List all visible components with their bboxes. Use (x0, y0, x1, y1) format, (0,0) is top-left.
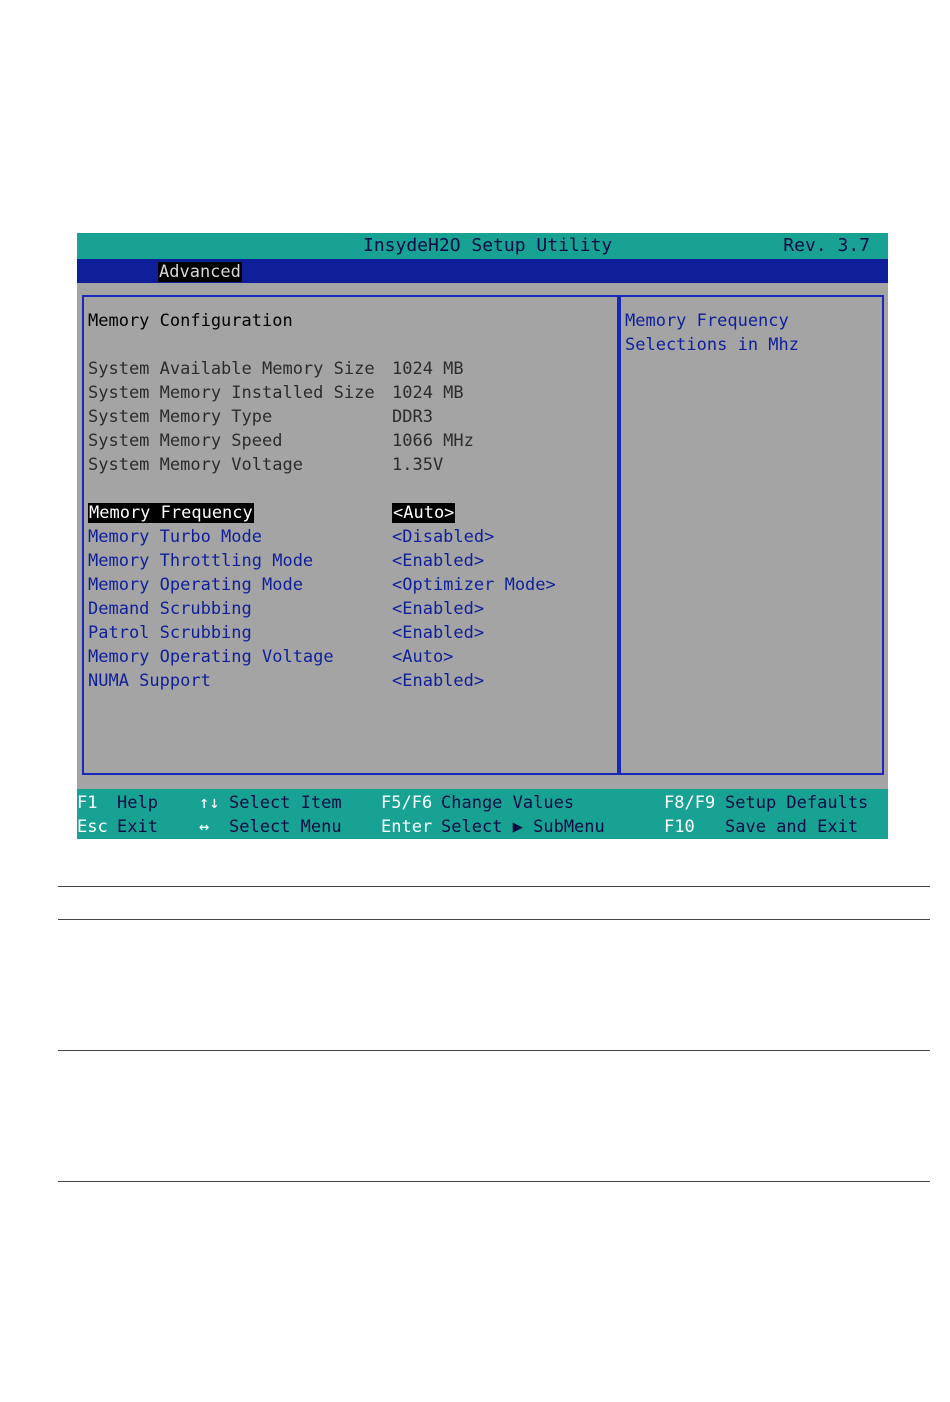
option-value-patrol-scrubbing[interactable]: <Enabled> (392, 623, 485, 643)
key-enter-desc: Select ▶ SubMenu (441, 817, 605, 837)
info-value-memory-voltage: 1.35V (392, 455, 444, 475)
key-leftright: ↔ (199, 817, 210, 837)
option-label-operating-voltage[interactable]: Memory Operating Voltage (88, 647, 334, 667)
key-updown: ↑↓ (199, 793, 220, 813)
key-esc-desc: Exit (117, 817, 158, 837)
key-leftright-desc: Select Menu (229, 817, 342, 837)
revision-label: Rev. 3.7 (783, 235, 870, 256)
help-panel (619, 295, 884, 775)
help-text (625, 309, 799, 357)
menu-bar (77, 259, 888, 283)
option-value-operating-mode[interactable]: <Optimizer Mode> (392, 575, 556, 595)
table-rule-header (58, 919, 930, 920)
option-value-demand-scrubbing[interactable]: <Enabled> (392, 599, 485, 619)
option-label-demand-scrubbing[interactable]: Demand Scrubbing (88, 599, 252, 619)
option-value-throttling-mode[interactable]: <Enabled> (392, 551, 485, 571)
table-rule-top (58, 886, 930, 887)
key-esc: Esc (77, 817, 108, 837)
info-value-memory-type: DDR3 (392, 407, 433, 427)
key-updown-desc: Select Item (229, 793, 342, 813)
tab-advanced[interactable]: Advanced (159, 262, 241, 282)
key-f10: F10 (664, 817, 695, 837)
option-label-throttling-mode[interactable]: Memory Throttling Mode (88, 551, 314, 571)
table-rule-bottom (58, 1181, 930, 1182)
key-f8f9: F8/F9 (664, 793, 716, 813)
option-label-patrol-scrubbing[interactable]: Patrol Scrubbing (88, 623, 252, 643)
info-label-memory-speed: System Memory Speed (88, 431, 283, 451)
info-value-installed-size: 1024 MB (392, 383, 464, 403)
title-bar (77, 233, 888, 259)
key-f1: F1 (77, 793, 98, 813)
info-label-memory-voltage: System Memory Voltage (88, 455, 303, 475)
info-label-memory-type: System Memory Type (88, 407, 273, 427)
key-f5f6-desc: Change Values (441, 793, 575, 813)
key-f10-desc: Save and Exit (725, 817, 859, 837)
key-f8f9-desc: Setup Defaults (725, 793, 869, 813)
table-rule-middle (58, 1050, 930, 1051)
info-label-available-size: System Available Memory Size (88, 359, 375, 379)
key-legend (77, 789, 888, 839)
key-f1-desc: Help (117, 793, 158, 813)
info-value-available-size: 1024 MB (392, 359, 464, 379)
section-heading: Memory Configuration (88, 311, 293, 331)
option-label-turbo-mode[interactable]: Memory Turbo Mode (88, 527, 262, 547)
option-label-memory-frequency[interactable]: Memory Frequency (89, 503, 253, 523)
key-enter: Enter (381, 817, 433, 837)
help-line-1: Memory Frequency (625, 311, 789, 331)
bios-setup-screen (77, 233, 888, 839)
info-value-memory-speed: 1066 MHz (392, 431, 474, 451)
key-f5f6: F5/F6 (381, 793, 433, 813)
app-title: InsydeH2O Setup Utility (363, 235, 613, 256)
option-value-numa-support[interactable]: <Enabled> (392, 671, 485, 691)
option-label-numa-support[interactable]: NUMA Support (88, 671, 211, 691)
settings-panel (82, 295, 619, 775)
option-value-memory-frequency[interactable]: <Auto> (393, 503, 455, 523)
option-value-operating-voltage[interactable]: <Auto> (392, 647, 454, 667)
help-line-2: Selections in Mhz (625, 335, 799, 355)
option-value-turbo-mode[interactable]: <Disabled> (392, 527, 495, 547)
option-label-operating-mode[interactable]: Memory Operating Mode (88, 575, 303, 595)
info-label-installed-size: System Memory Installed Size (88, 383, 375, 403)
